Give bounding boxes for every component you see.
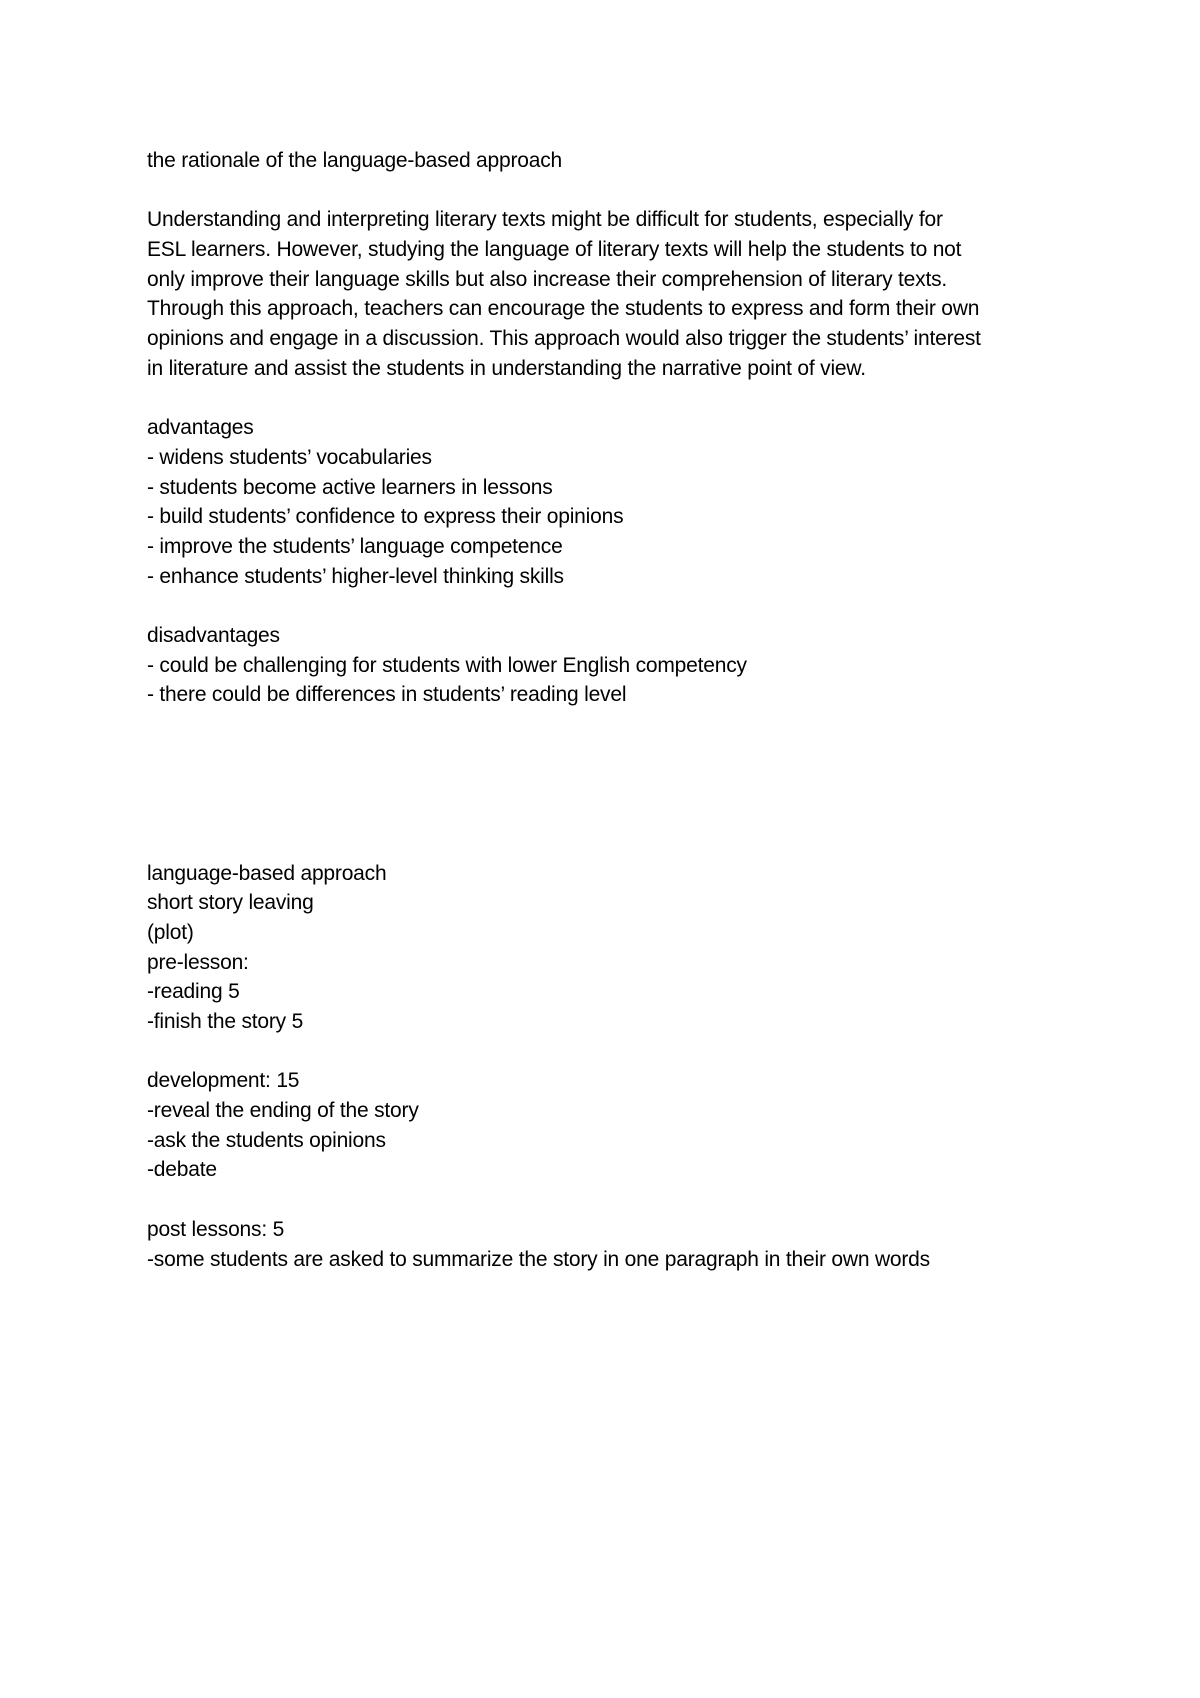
paragraph-line: opinions and engage in a discussion. This approach would also trigger the students’ interest (147, 327, 981, 351)
spacer (147, 710, 1077, 859)
advantage-item: - build students’ confidence to express their opinions (147, 505, 624, 529)
disadvantage-item: - there could be differences in students’ reading level (147, 683, 627, 707)
paragraph-line: Through this approach, teachers can encourage the students to express and form their own (147, 297, 980, 321)
paragraph-line: Understanding and interpreting literary texts might be difficult for students, especially for (147, 208, 943, 232)
lesson-focus: (plot) (147, 920, 194, 944)
disadvantages-section (147, 621, 1077, 710)
advantage-item: - students become active learners in lessons (147, 475, 553, 499)
lesson-plan-section (147, 859, 1077, 1275)
pre-lesson-title: pre-lesson: (147, 950, 249, 974)
spacer (147, 591, 1077, 621)
spacer (147, 1037, 1077, 1067)
lesson-approach: language-based approach (147, 861, 387, 885)
spacer (147, 1185, 1077, 1215)
development-item: -ask the students opinions (147, 1128, 386, 1152)
pre-lesson-item: -finish the story 5 (147, 1010, 304, 1033)
post-lesson-title: post lessons: 5 (147, 1217, 285, 1241)
document-body (147, 146, 1077, 1274)
advantages-title: advantages (147, 416, 254, 440)
paragraph-line: ESL learners. However, studying the language of literary texts will help the students to not (147, 238, 962, 262)
disadvantage-item: - could be challenging for students with lower English competency (147, 653, 747, 677)
disadvantages-title: disadvantages (147, 624, 280, 647)
development-item: -debate (147, 1158, 217, 1182)
advantage-item: - widens students’ vocabularies (147, 445, 432, 469)
advantages-section (147, 413, 1077, 591)
development-title: development: 15 (147, 1069, 300, 1093)
pre-lesson-item: -reading 5 (147, 980, 240, 1004)
lesson-story: short story leaving (147, 891, 314, 915)
paragraph-line: only improve their language skills but also increase their comprehension of literary texts. (147, 267, 948, 291)
development-item: -reveal the ending of the story (147, 1099, 419, 1123)
advantage-item: - improve the students’ language competence (147, 534, 563, 558)
spacer (147, 384, 1077, 414)
document-heading: the rationale of the language-based approach (147, 149, 563, 172)
rationale-paragraph (147, 205, 1077, 383)
spacer (147, 176, 1077, 206)
paragraph-line: in literature and assist the students in understanding the narrative point of view. (147, 356, 866, 380)
advantage-item: - enhance students’ higher-level thinking skills (147, 564, 564, 588)
post-lesson-item: -some students are asked to summarize the story in one paragraph in their own words (147, 1247, 930, 1271)
